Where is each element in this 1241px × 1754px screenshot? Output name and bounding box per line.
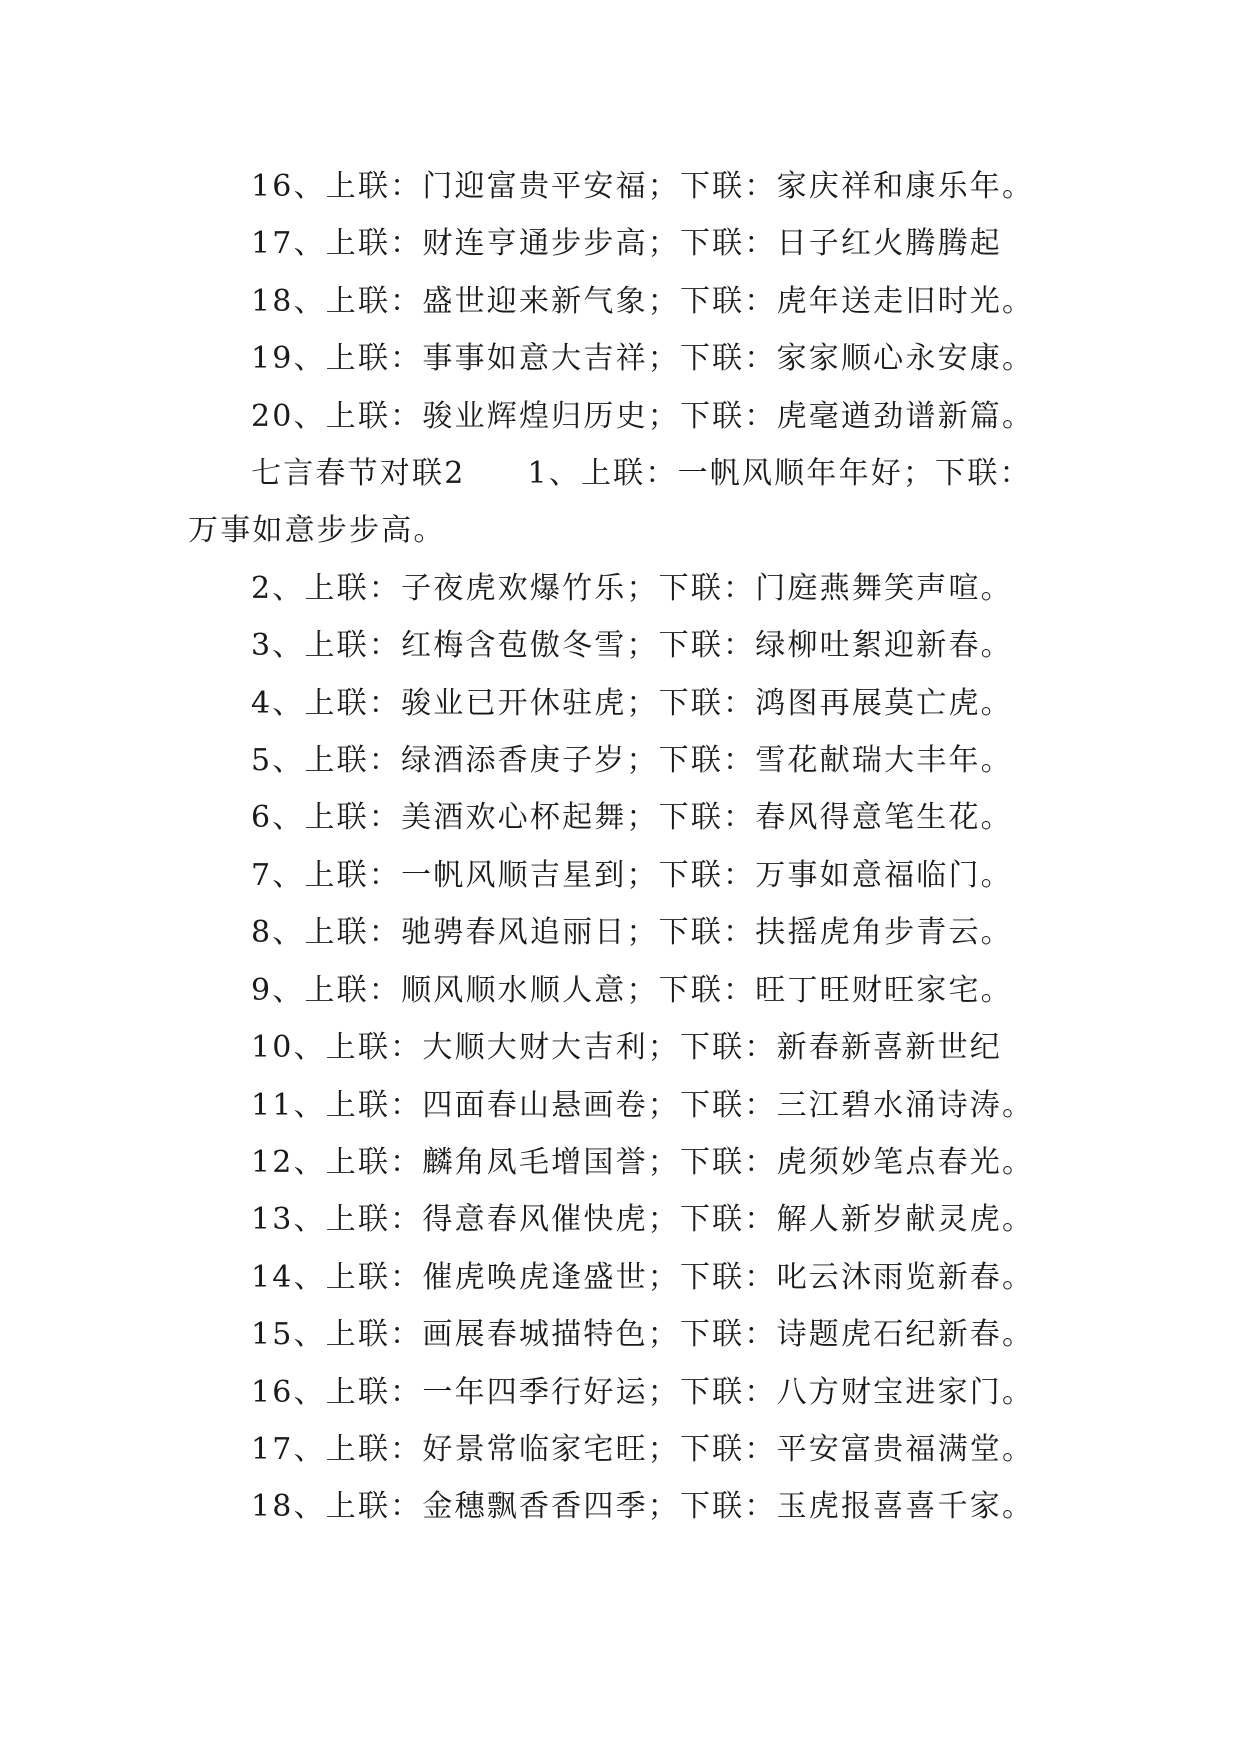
couplet-line: 16、上联：一年四季行好运；下联：八方财宝进家门。 (251, 1374, 1035, 1410)
document-body (188, 158, 1073, 1536)
couplet-line: 12、上联：麟角凤毛增国誉；下联：虎须妙笔点春光。 (251, 1144, 1035, 1180)
couplet-line: 14、上联：催虎唤虎逢盛世；下联：叱云沐雨览新春。 (251, 1259, 1035, 1295)
section-heading-line (188, 445, 1073, 502)
couplet-line: 17、上联：好景常临家宅旺；下联：平安富贵福满堂。 (251, 1431, 1035, 1467)
couplet-line: 9、上联：顺风顺水顺人意；下联：旺丁旺财旺家宅。 (251, 972, 1013, 1008)
couplet-line: 3、上联：红梅含苞傲冬雪；下联：绿柳吐絮迎新春。 (251, 628, 1013, 664)
couplet-line: 18、上联：金穗飘香香四季；下联：玉虎报喜喜千家。 (251, 1489, 1035, 1525)
couplet-line: 1、上联：一帆风顺年年好；下联： (527, 456, 1032, 492)
couplet-line: 10、上联：大顺大财大吉利；下联：新春新喜新世纪 (251, 1030, 1002, 1066)
couplet-line: 20、上联：骏业辉煌归历史；下联：虎毫遒劲谱新篇。 (251, 398, 1035, 434)
couplet-line: 11、上联：四面春山悬画卷；下联：三江碧水涌诗涛。 (251, 1087, 1035, 1123)
couplet-line: 18、上联：盛世迎来新气象；下联：虎年送走旧时光。 (251, 283, 1035, 319)
couplet-line: 8、上联：驰骋春风追丽日；下联：扶摇虎角步青云。 (251, 915, 1013, 951)
couplet-line-continuation: 万事如意步步高。 (188, 513, 446, 549)
couplet-line: 5、上联：绿酒添香庚子岁；下联：雪花献瑞大丰年。 (251, 743, 1013, 779)
couplet-line: 6、上联：美酒欢心杯起舞；下联：春风得意笔生花。 (251, 800, 1013, 836)
couplet-line: 15、上联：画展春城描特色；下联：诗题虎石纪新春。 (251, 1317, 1035, 1353)
couplet-line: 7、上联：一帆风顺吉星到；下联：万事如意福临门。 (251, 857, 1013, 893)
couplet-line: 13、上联：得意春风催快虎；下联：解人新岁献灵虎。 (251, 1202, 1035, 1238)
couplet-line: 17、上联：财连亨通步步高；下联：日子红火腾腾起 (251, 226, 1002, 262)
couplet-line: 19、上联：事事如意大吉祥；下联：家家顺心永安康。 (251, 341, 1035, 377)
couplet-line: 16、上联：门迎富贵平安福；下联：家庆祥和康乐年。 (251, 169, 1035, 204)
couplet-line: 4、上联：骏业已开休驻虎；下联：鸿图再展莫亡虎。 (251, 685, 1013, 721)
couplet-line: 2、上联：子夜虎欢爆竹乐；下联：门庭燕舞笑声喧。 (251, 570, 1013, 606)
section-heading: 七言春节对联2 (251, 456, 466, 492)
